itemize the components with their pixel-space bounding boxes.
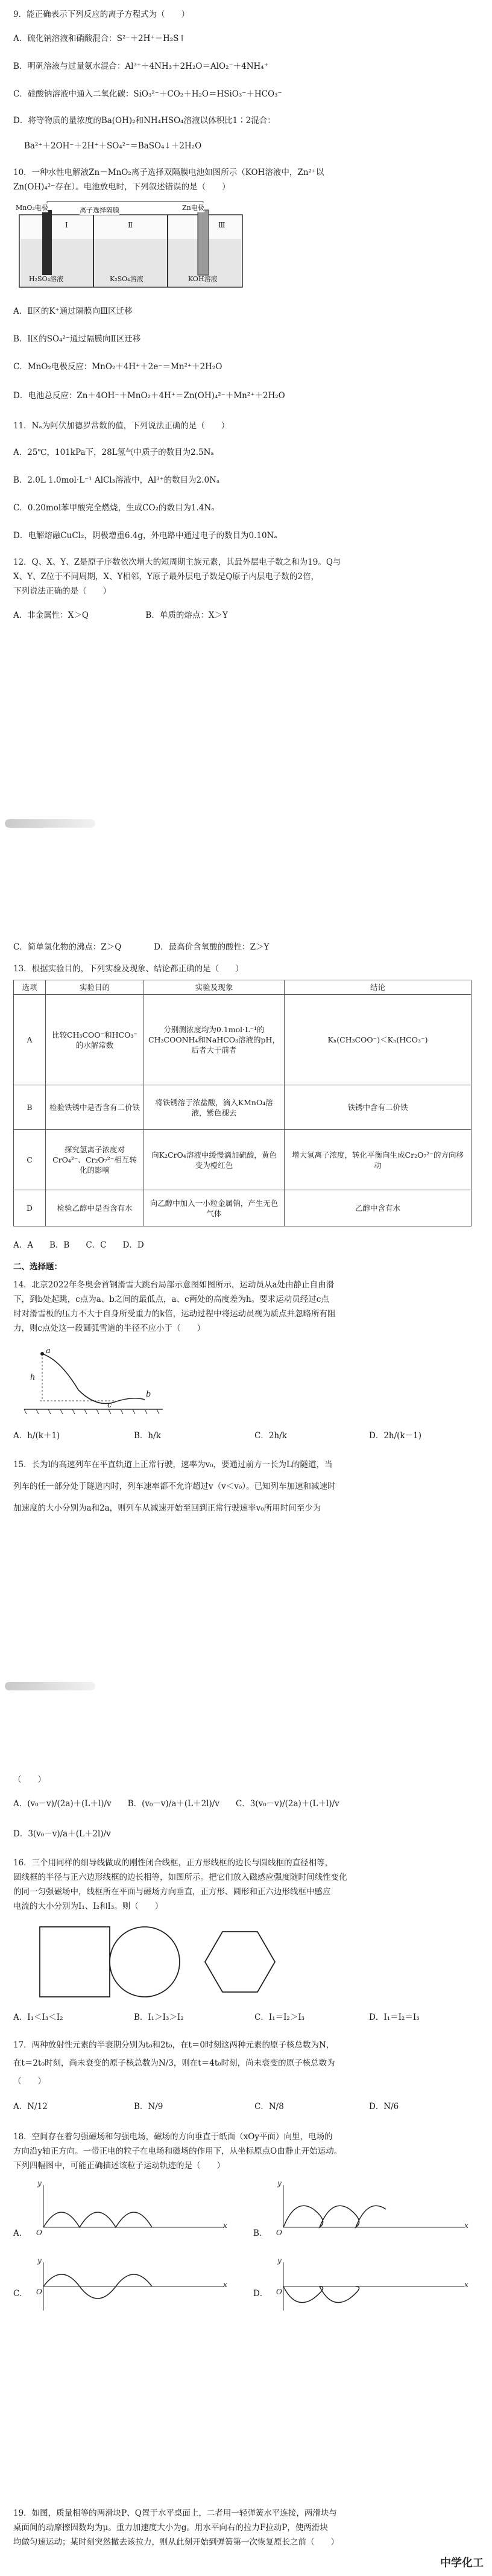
table-cell: 分别测浓度均为0.1mol·L⁻¹的CH₃COONH₄和NaHCO₃溶液的pH，后者大于前者 [144,995,285,1085]
axis-x-label: x [223,2221,227,2230]
q14-options [13,1429,478,1447]
trajectory-option-a [13,2179,230,2245]
trajectory-option-c [13,2256,230,2323]
table-header: 结论 [285,980,472,995]
trajectory-label-a: A． [13,2229,28,2238]
label-region-1: Ⅰ [65,221,68,229]
q19-stem: 19．如图，质量相等的两滑块P、Q置于水平桌面上，二者用一轻弹簧水平连接，两滑块与 [13,2508,337,2518]
q13-stem: 13．根据实验目的，下列实验及现象、结论都正确的是（ ） [13,964,244,974]
q9-stem: 9．能正确表示下列反应的离子方程式为（ ） [13,10,190,19]
axis-x-label: x [464,2280,468,2289]
q15-stem-end: （ ） [13,1775,46,1784]
q17-option-a: A．N/12 [13,2102,48,2111]
axis-x-label: x [223,2280,227,2289]
q10-option-d: D．电池总反应：Zn＋4OH⁻＋MnO₂＋4H⁺＝Zn(OH)₄²⁻＋Mn²⁺＋2H₂O [13,391,285,401]
trajectory-option-d [253,2256,476,2323]
q12-options-cd: C．简单氢化物的沸点：Z＞Q D．最高价含氧酸的酸性：Z＞Y [13,942,270,952]
frames-figure [36,1921,289,1999]
q12-options-ab: A．非金属性：X＞Q B．单质的熔点：X＞Y [13,611,228,620]
table-cell: 检验乙醇中是否含有水 [46,1190,144,1226]
label-h: h [30,1373,36,1382]
axis-y-label: y [277,2179,282,2187]
label-h2so4: H₂SO₄溶液 [29,275,63,283]
q10-option-c: C．MnO₂电极反应：MnO₂＋4H⁺＋2e⁻＝Mn²⁺＋2H₂O [13,362,222,372]
q14-option-c: C．2h/k [254,1431,287,1441]
label-a: a [46,1347,51,1356]
label-k2so4: K₂SO₄溶液 [110,275,144,283]
q19-stem-3: 均做匀速运动；某时刻突然撤去该拉力，则从此刻开始到弹簧第一次恢复原长之前（ ） [13,2537,339,2547]
table-cell: 向乙醇中加入一小粒金属钠，产生无色气体 [144,1190,285,1226]
table-header-row [14,980,472,995]
table-cell: C [14,1130,46,1190]
q15-stem-3: 加速度的大小分别为a和2a，则列车从减速开始至回到正常行驶速率v₀所用时间至少为 [13,1503,321,1513]
origin-label: O [276,2229,282,2237]
q10-option-a: A．Ⅱ区的K⁺通过隔膜向Ⅲ区迁移 [13,306,133,316]
q9-option-c: C．硅酸钠溶液中通入二氧化碳：SiO₃²⁻＋CO₂＋H₂O＝HSiO₃⁻＋HCO₃⁻ [13,89,282,99]
q18-stem-2: 方向沿y轴正方向。一带正电的粒子在电场和磁场的作用下，从坐标原点O由静止开始运动。 [13,2146,342,2156]
table-cell: 增大氢离子浓度，转化平衡向生成Cr₂O₇²⁻的方向移动 [285,1130,472,1190]
q14-option-b: B．h/k [134,1431,161,1441]
battery-figure [13,197,254,298]
q16-option-a: A．I₁＜I₃＜I₂ [13,2013,63,2022]
label-zn-electrode: Zn电极 [182,204,204,212]
origin-label: O [276,2288,282,2296]
table-cell: D [14,1190,46,1226]
q16-stem-4: 电流的大小分别为I₁、I₂和I₃。则（ ） [13,1902,163,1911]
q16-stem-2: 圆线框的半径与正六边形线框的边长相等，如图所示。把它们放入磁感应强度随时间线性变化 [13,1873,347,1882]
q10-stem: 10．一种水性电解液Zn－MnO₂离子选择双隔膜电池如图所示（KOH溶液中，Zn²⁺以 [13,168,324,177]
q12-stem-3: 下列说法正确的是（ ） [13,586,111,596]
table-cell: 向K₂CrO₄溶液中缓慢滴加硫酸，黄色变为橙红色 [144,1130,285,1190]
q14-option-d: D．2h/(k－1) [369,1431,421,1441]
label-region-3: Ⅲ [218,221,226,229]
q10-option-b: B．Ⅰ区的SO₄²⁻通过隔膜向Ⅱ区迁移 [13,334,141,344]
page-section-2 [0,941,492,1665]
trajectory-label-d: D． [253,2289,268,2298]
trajectory-graph-a [31,2179,230,2239]
axis-y-label: y [37,2256,42,2265]
trajectory-graph-c [31,2256,230,2317]
ski-slope-diagram [18,1342,169,1420]
label-koh: KOH溶液 [188,275,218,283]
table-cell: 将铁锈溶于浓盐酸，滴入KMnO₄溶液，紫色褪去 [144,1085,285,1130]
trajectory-label-b: B． [253,2229,268,2238]
trajectory-graph-d [271,2256,470,2317]
q13-options: A．A B．B C．C D．D [13,1240,144,1250]
q17-option-c: C．N/8 [254,2102,284,2111]
table-header: 选项 [14,980,46,995]
q9-option-b: B．明矾溶液与过量氨水混合：Al³⁺＋4NH₃＋2H₂O＝AlO₂⁻＋4NH₄⁺ [13,62,268,71]
axis-x-label: x [464,2221,468,2230]
frames-diagram [36,1921,289,1999]
table-row [14,995,472,1085]
q9-option-d-equation: Ba²⁺＋2OH⁻＋2H⁺＋SO₄²⁻＝BaSO₄↓＋2H₂O [24,141,202,151]
table-cell: 探究氢离子浓度对CrO₄²⁻、Cr₂O₇²⁻相互转化的影响 [46,1130,144,1190]
table-row [14,1130,472,1190]
table-cell: A [14,995,46,1085]
q9-option-d: D．将等物质的量浓度的Ba(OH)₂和NH₄HSO₄溶液以体积比1∶2混合： [13,116,276,125]
table-cell: 乙醇中含有水 [285,1190,472,1226]
q11-option-a: A．25℃，101kPa下，28L氢气中质子的数目为2.5Nₐ [13,448,214,457]
page-separator [0,1665,492,1707]
q15-options-abc: A．(v₀－v)/(2a)＋(L＋l)/v B．(v₀－v)/a＋(L＋2l)/v C．3(v₀－v)/(2a)＋(L＋l)/v [13,1799,339,1809]
page-section-1 [0,0,492,718]
table-cell: Kₕ(CH₃COO⁻)＜Kₕ(HCO₃⁻) [285,995,472,1085]
q17-option-b: B．N/9 [134,2102,163,2111]
q12-stem: 12．Q、X、Y、Z是原子序数依次增大的短周期主族元素，其最外层电子数之和为19。Q与 [13,557,341,567]
q16-option-b: B．I₁＞I₃＞I₂ [134,2013,184,2022]
q16-options [13,2010,478,2025]
trajectory-label-c: C． [13,2289,28,2298]
q16-option-c: C．I₁＝I₂＞I₃ [254,2013,305,2022]
axis-y-label: y [37,2179,42,2187]
q11-option-c: C．0.20mol苯甲酸完全燃烧，生成CO₂的数目为1.4Nₐ [13,503,215,513]
q17-stem-2: 在t＝2t₀时刻，尚未衰变的原子核总数为N/3，则在t＝4t₀时刻，尚未衰变的原子核总数为 [13,2058,335,2068]
page-separator [0,802,492,845]
q16-option-d: D．I₁＝I₂＝I₃ [369,2013,420,2022]
q11-option-b: B．2.0L 1.0mol·L⁻¹ AlCl₃溶液中，Al³⁺的数目为2.0Nₐ [13,475,220,485]
table-row [14,1190,472,1226]
q17-option-d: D．N/6 [369,2102,399,2111]
trajectory-graph-b [271,2179,470,2239]
table-cell: 比较CH₃COO⁻和HCO₃⁻的水解常数 [46,995,144,1085]
q15-stem-2: 列车的任一部分处于隧道内时，列车速率都不允许超过v（v＜v₀）。已知列车加速和减速时 [13,1482,336,1491]
table-row [14,1085,472,1130]
ski-slope-figure [18,1342,169,1420]
q19-stem-2: 桌面间的动摩擦因数均为μ。重力加速度大小为g。用水平向右的拉力F拉动P，使两滑块 [13,2523,328,2533]
label-b: b [146,1390,151,1399]
q15-option-d: D．3(v₀－v)/a＋(L＋2l)/v [13,1829,111,1839]
q16-stem-3: 的同一匀强磁场中，线框所在平面与磁场方向垂直，正方形、圆形和正六边形线框中感应 [13,1887,331,1897]
q18-stem-3: 下列四幅图中，可能正确描述该粒子运动轨迹的是（ ） [13,2161,225,2171]
q16-stem: 16．三个用同样的细导线做成的刚性闭合线框，正方形线框的边长与圆线框的直径相等， [13,1858,333,1868]
origin-label: O [36,2288,42,2296]
q18-stem: 18．空间存在着匀强磁场和匀强电场，磁场的方向垂直于纸面（xOy平面）向里，电场的 [13,2132,333,2142]
page-section-3 [0,1774,492,2576]
table-cell: B [14,1085,46,1130]
table-header: 实验目的 [46,980,144,995]
q14-stem-3: 时对滑雪板的压力不大于自身所受重力的k倍，运动过程中将运动员视为质点并忽略所有阻 [13,1309,336,1319]
experiment-table [13,980,472,1226]
q15-stem: 15．长为l的高速列车在平直轨道上正常行驶，速率为v₀，要通过前方一长为L的隧道，当 [13,1460,333,1470]
q14-option-a: A．h/(k＋1) [13,1431,60,1441]
q14-stem-4: 力，则c点处这一段圆弧雪道的半径不应小于（ ） [13,1324,206,1333]
q10-stem-2: Zn(OH)₄²⁻存在）。电池放电时，下列叙述错误的是（ ） [13,182,230,192]
q14-stem-2: 下，到b处起跳，c点为a、b之间的最低点，a、c两处的高度差为h。要求运动员经过c点 [13,1295,329,1304]
origin-label: O [36,2229,42,2237]
axis-y-label: y [277,2256,282,2265]
table-cell: 铁锈中含有二价铁 [285,1085,472,1130]
table-cell: 检验铁锈中是否含有二价铁 [46,1085,144,1130]
section-heading: 二、选择题： [13,1262,62,1272]
q17-options [13,2099,478,2114]
q17-stem: 17．两种放射性元素的半衰期分别为t₀和2t₀，在t＝0时刻这两种元素的原子核总数为N， [13,2040,335,2050]
trajectory-option-b [253,2179,476,2245]
label-region-2: Ⅱ [128,221,133,229]
q9-option-a: A．硫化钠溶液和硝酸混合：S²⁻＋2H⁺＝H₂S↑ [13,34,186,43]
q11-stem: 11．Nₐ为阿伏加德罗常数的值，下列说法正确的是（ ） [13,421,230,431]
q12-stem-2: X、Y、Z位于不同周期，X、Y相邻，Y原子最外层电子数是Q原子内层电子数的2倍， [13,572,319,582]
table-header: 实验及现象 [144,980,285,995]
label-membrane: 离子选择隔膜 [80,206,119,214]
watermark-logo: 中学化工 [440,2557,484,2569]
q14-stem: 14．北京2022年冬奥会首钢滑雪大跳台局部示意图如图所示，运动员从a处由静止自由滑 [13,1280,335,1290]
q17-stem-3: （ ） [13,2076,46,2086]
q11-option-d: D．电解熔融CuCl₂，阴极增重6.4g，外电路中通过电子的数目为0.10Nₐ [13,531,277,541]
label-c: c [107,1401,112,1410]
label-mno2-electrode: MnO₂电极 [16,204,48,212]
